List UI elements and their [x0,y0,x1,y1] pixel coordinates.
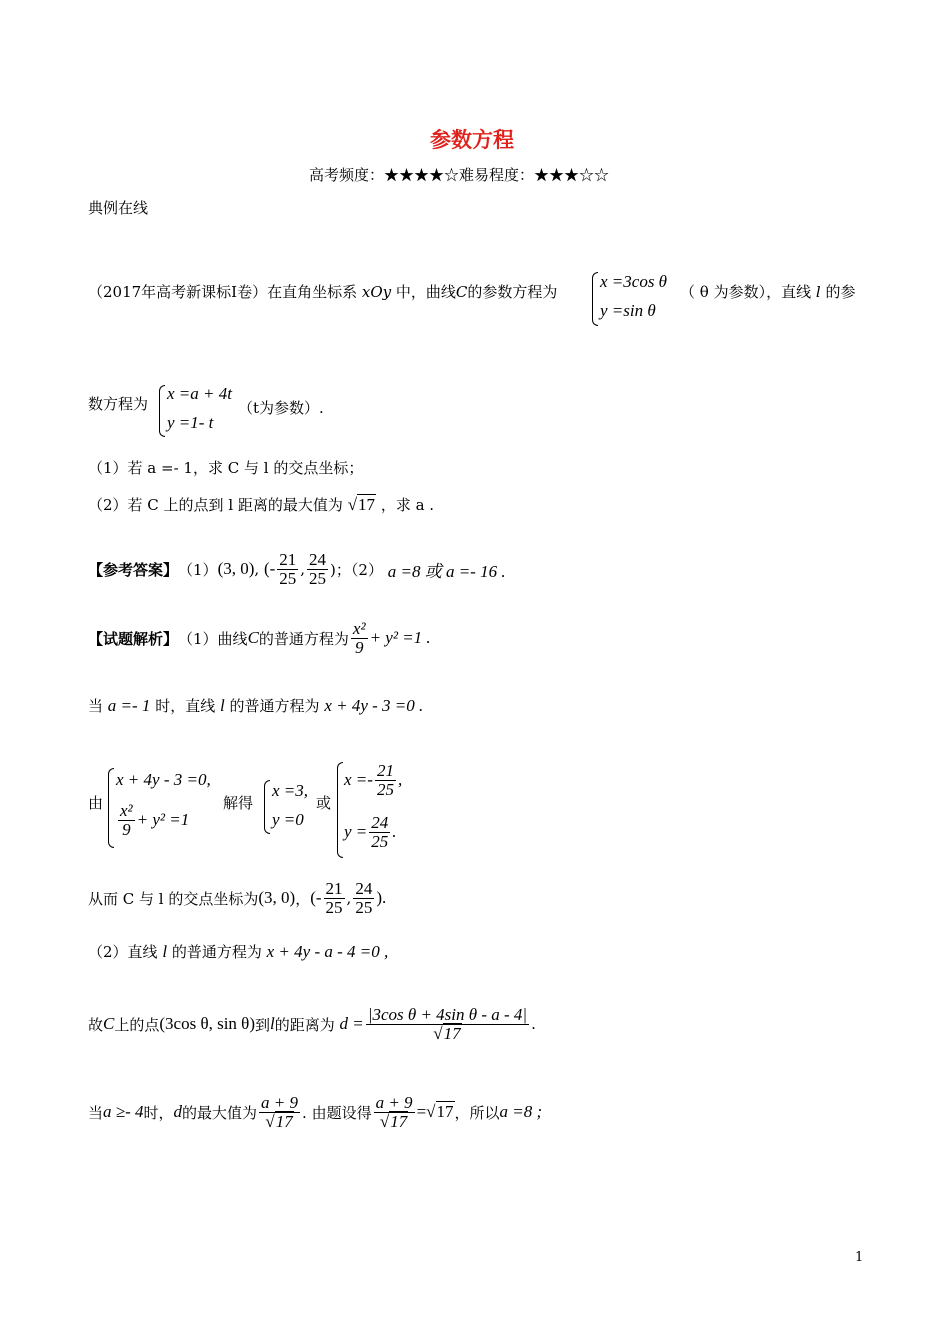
question-2: （2）若 C 上的点到 l 距离的最大值为 √17 ，求 a . [88,495,435,514]
analysis-line-7: 当 a ≥- 4 时， d 的最大值为 $\frac{a + 9}{√17}$ . 由题设得 $\frac{a + 9}{√17}$ = √17 ，所以 a =8 ; [88,1093,543,1131]
page-number: 1 [855,1250,864,1265]
analysis-or: 或 [316,794,332,812]
problem-line-1: （2017年高考新课标Ⅰ卷）在直角坐标系 xOy 中，曲线C的参数方程为 [88,283,558,301]
reference-answer: 【参考答案】 （1） (3, 0) , (- $\frac{21}{25}$ , $\frac{24}{25}$ )；（2） a =8 或 a =- 16 . [88,550,506,588]
system-eq-2: $\frac{\text{x²}}{9}$ + y² =1 [120,801,190,839]
brace-1 [592,272,598,326]
section-heading: 典例在线 [88,199,149,217]
analysis-line-6: 故 C 上的点 (3cos θ, sin θ) 到 l 的距离为 d = $\frac{\text{|3cos θ + 4sin θ - a - 4|}}{√17}$ . [88,1005,536,1043]
page-title: 参数方程 [430,127,514,152]
frequency-rating: 高考频度：★★★★☆难易程度：★★★☆☆ [309,166,610,184]
solution-1-x: x =3, [272,781,309,800]
analysis-line-2: 当 a =- 1 时，直线 l 的普通方程为 x + 4y - 3 =0 . [88,696,424,715]
solution-1-y: y =0 [272,810,304,829]
line-eq-y: y =1- t [167,413,214,432]
problem-line-2: 数方程为 [88,395,149,413]
analysis-line-4: 从而 C 与 l 的交点坐标为 (3, 0) ， (- $\frac{21}{25}$ , $\frac{24}{25}$ ). [88,879,387,917]
param-eq-x: x =3cos θ [600,272,668,291]
brace-5 [337,762,343,858]
line-eq-x: x =a + 4t [167,384,232,403]
analysis-line-5: （2）直线 l 的普通方程为 x + 4y - a - 4 =0 , [88,942,389,961]
analysis-jie: 解得 [223,794,254,812]
analysis-you: 由 [88,794,104,812]
problem-line-1-tail: （ θ 为参数），直线 l 的参 [680,283,856,301]
question-1: （1）若 a =- 1，求 C 与 l 的交点坐标； [88,459,364,477]
param-eq-y: y =sin θ [600,301,656,320]
brace-2 [159,385,165,437]
brace-4 [264,780,270,834]
system-eq-1: x + 4y - 3 =0, [116,770,211,789]
solution-2-x: x =- $\frac{21}{25}$ , [344,761,403,799]
analysis-line-1: 【试题解析】 （1）曲线 C 的普通方程为 $\frac{\text{x²}}{9}$ + y² =1 . [88,619,431,657]
brace-3 [108,768,114,848]
param-note-2: （t为参数）. [238,399,324,417]
solution-2-y: y = $\frac{24}{25}$ . [344,813,397,851]
